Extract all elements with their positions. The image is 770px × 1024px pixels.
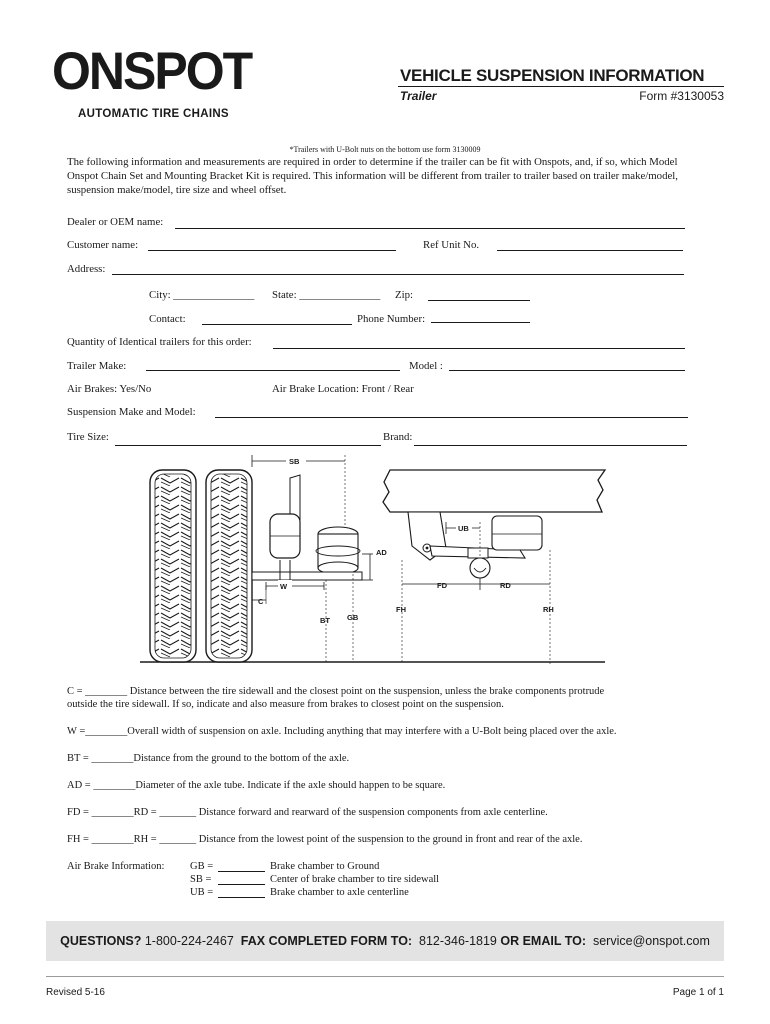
gb-label: GB xyxy=(347,613,359,622)
questions-label: QUESTIONS? xyxy=(60,934,142,948)
note: *Trailers with U-Bolt nuts on the bottom use form 3130009 xyxy=(289,145,481,154)
brand-field[interactable] xyxy=(414,445,687,446)
document-title: VEHICLE SUSPENSION INFORMATION xyxy=(400,66,705,85)
sb-field[interactable] xyxy=(218,884,265,885)
footer-divider xyxy=(46,976,724,977)
email-link[interactable]: service@onspot.com xyxy=(592,934,710,948)
logo-tagline: AUTOMATIC TIRE CHAINS xyxy=(78,108,229,120)
revision-date: Revised 5-16 xyxy=(46,987,105,998)
suspension-label: Suspension Make and Model: xyxy=(67,406,196,418)
tire-icon xyxy=(206,470,252,662)
fd-label: FD xyxy=(437,581,447,590)
rd-label: RD xyxy=(500,581,511,590)
customer-field[interactable] xyxy=(148,250,396,251)
zip-field[interactable] xyxy=(428,300,530,301)
gb-description: Brake chamber to Ground xyxy=(270,861,380,872)
suspension-diagram xyxy=(140,450,620,672)
phone-label: Phone Number: xyxy=(357,313,426,325)
air-brake-location-label[interactable]: Air Brake Location: Front / Rear xyxy=(272,383,414,395)
ub-description: Brake chamber to axle centerline xyxy=(270,887,409,898)
quantity-label: Quantity of Identical trailers for this order: xyxy=(67,336,252,348)
definition-fh-rh: FH = ________RH = _______ Distance from the lowest point of the suspension to the ground in front and rear of the axle. xyxy=(67,834,583,845)
tire-icon xyxy=(150,470,196,662)
brand-label: Brand: xyxy=(383,431,413,443)
logo: ONSPOT xyxy=(52,41,252,101)
zip-label: Zip: xyxy=(395,289,413,301)
ref-unit-field[interactable] xyxy=(497,250,683,251)
ub-label: UB xyxy=(458,524,469,533)
definition-w: W =________Overall width of suspension on axle. Including anything that may interfere with a U-Bolt being placed over the axle. xyxy=(67,726,617,737)
email-label: OR EMAIL TO: xyxy=(500,934,587,948)
dealer-label: Dealer or OEM name: xyxy=(67,216,164,228)
gb-field[interactable] xyxy=(218,871,265,872)
fax-number[interactable]: 812-346-1819 xyxy=(419,934,497,948)
address-label: Address: xyxy=(67,263,106,275)
customer-label: Customer name: xyxy=(67,239,139,251)
sb-label: SB xyxy=(289,457,300,466)
bt-label: BT xyxy=(320,616,330,625)
address-field[interactable] xyxy=(112,274,684,275)
ub-field[interactable] xyxy=(218,897,265,898)
gb-field-label: GB = xyxy=(190,861,214,872)
phone-link[interactable]: 1-800-224-2467 xyxy=(144,934,234,948)
air-brake-info-label: Air Brake Information: xyxy=(67,861,165,872)
page-number: Page 1 of 1 xyxy=(672,987,724,998)
document-subtitle: Trailer xyxy=(400,89,437,103)
dealer-field[interactable] xyxy=(175,228,685,229)
model-field[interactable] xyxy=(449,370,685,371)
ad-label: AD xyxy=(376,548,387,557)
contact-label: Contact: xyxy=(149,313,186,325)
w-label: W xyxy=(280,582,288,591)
sb-description: Center of brake chamber to tire sidewall xyxy=(270,874,440,885)
definition-c-continued: outside the tire sidewall. If so, indicate and also measure from brakes to closest point on the suspension. xyxy=(67,699,504,710)
suspension-field[interactable] xyxy=(215,417,688,418)
intro-paragraph: The following information and measurements are required in order to determine if the trailer can be fit with Onspots, and, if so, which Model Onspot Chain Set and Mounting Bracket Kit is required. This information will be different from trailer to trailer based on trailer make/model, suspension make/model, tire size and wheel offset. xyxy=(67,156,678,196)
tire-size-label: Tire Size: xyxy=(67,431,109,443)
c-label: C xyxy=(258,597,264,606)
fax-label: FAX COMPLETED FORM TO: xyxy=(240,934,413,948)
air-brakes-label[interactable]: Air Brakes: Yes/No xyxy=(67,383,152,395)
contact-field[interactable] xyxy=(202,324,352,325)
definition-ad: AD = ________Diameter of the axle tube. Indicate if the axle should happen to be square. xyxy=(67,780,446,791)
tire-size-field[interactable] xyxy=(115,445,381,446)
quantity-field[interactable] xyxy=(273,348,685,349)
header-divider xyxy=(398,86,724,87)
fh-label: FH xyxy=(396,605,406,614)
model-label: Model : xyxy=(409,360,443,372)
trailer-make-label: Trailer Make: xyxy=(67,360,127,372)
definition-fd-rd: FD = ________RD = _______ Distance forward and rearward of the suspension components from axle centerline. xyxy=(67,807,548,818)
form-number: Form #3130053 xyxy=(639,89,724,103)
trailer-make-field[interactable] xyxy=(146,370,400,371)
sb-field-label: SB = xyxy=(190,874,212,885)
state-label[interactable]: State: _______________ xyxy=(272,289,381,301)
contact-line xyxy=(46,934,724,948)
ref-unit-label: Ref Unit No. xyxy=(423,239,480,251)
phone-field[interactable] xyxy=(431,322,530,323)
definition-c: C = ________ Distance between the tire sidewall and the closest point on the suspension, unless the brake components protrude xyxy=(67,686,605,697)
ub-field-label: UB = xyxy=(190,887,214,898)
definition-bt: BT = ________Distance from the ground to the bottom of the axle. xyxy=(67,753,350,764)
city-label[interactable]: City: _______________ xyxy=(149,289,255,301)
rh-label: RH xyxy=(543,605,554,614)
